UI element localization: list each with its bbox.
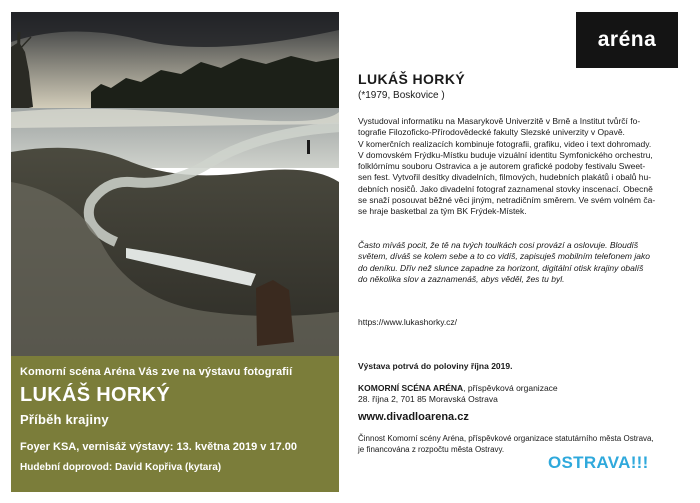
quote-line: do deníku. Dřív než slunce zapadne za horizont, digitální otisk krajiny obalíš <box>358 262 644 273</box>
arena-logo <box>576 12 678 68</box>
bio-line: se hraje basketbal za tým BK Frýdek-Místek. <box>358 206 527 217</box>
artist-bio <box>358 116 680 218</box>
quote-line: do několika slov a zaznamenáš, abys věděl, žes tu byl. <box>358 273 565 284</box>
ostrava-logo: OSTRAVA!!! <box>548 453 649 472</box>
artist-quote <box>358 240 680 285</box>
bio-line: Vystudoval informatiku na Masarykově Univerzitě v Brně a Institut tvůrčí fo- <box>358 116 641 126</box>
bio-line: sen fest. Vytvořil desítky divadelních, filmových, hudebních plakátů i obalů hu- <box>358 172 652 183</box>
music-accompaniment: Hudební doprovod: David Kopřiva (kytara) <box>20 462 222 473</box>
funding-line: Činnost Komorní scény Aréna, příspěvkové organizace statutárního města Ostrava, <box>358 434 654 443</box>
exhibition-venue: Foyer KSA, vernisáž výstavy: 13. května 2019 v 17.00 <box>20 441 298 453</box>
bio-line: debních nosičů. Jako divadelní fotograf zaznamenal stovky inscenací. Obecně <box>358 183 653 194</box>
organization-name: KOMORNÍ SCÉNA ARÉNA <box>358 383 464 393</box>
exhibition-artist: LUKÁŠ HORKÝ <box>20 384 170 406</box>
theatre-website-link[interactable]: www.divadloarena.cz <box>358 411 469 423</box>
exhibition-title: Příběh krajiny <box>20 412 109 427</box>
funding-line: je financována z rozpočtu města Ostravy. <box>358 444 505 454</box>
artist-birth: (*1979, Boskovice ) <box>358 90 445 101</box>
organization-address: 28. října 2, 701 85 Moravská Ostrava <box>358 394 498 404</box>
invitation-text: Komorní scéna Aréna Vás zve na výstavu fotografií <box>20 366 293 378</box>
bio-line: V komerčních realizacích kombinuje fotografii, grafiku, video i text dohromady. <box>358 138 652 149</box>
quote-line: Často míváš pocit, že tě na tvých toulkách cosi provází a oslovuje. Bloudíš <box>358 240 639 250</box>
bio-line: se snaží posouvat běžné věci jiným, netradičním směrem. Ve svém volném ča- <box>358 195 656 206</box>
artist-name: LUKÁŠ HORKÝ <box>358 71 466 87</box>
funding-note <box>358 434 680 455</box>
organization-info <box>358 383 558 405</box>
logo-text: aréna <box>597 28 657 51</box>
bio-line: tografie Filozoficko-Přírodovědecké fakulty Slezské univerzity v Opavě. <box>358 127 625 138</box>
artist-website-link[interactable]: https://www.lukashorky.cz/ <box>358 317 458 327</box>
quote-line: světem, díváš se kolem sebe a to co vidíš, zapisuješ mobilním telefonem jako <box>358 251 650 262</box>
bio-line: V domovském Frýdku-Místku buduje vizuální identitu Symfonického orchestru, <box>358 149 653 160</box>
invitation-panel <box>11 356 339 492</box>
exhibition-photo <box>11 12 339 356</box>
organization-type: , příspěvková organizace <box>463 383 558 393</box>
exhibition-runtime: Výstava potrvá do poloviny října 2019. <box>358 361 513 371</box>
bio-line: folklórnímu souboru Ostravica a je autorem grafické podoby festivalu Sweet- <box>358 161 646 172</box>
